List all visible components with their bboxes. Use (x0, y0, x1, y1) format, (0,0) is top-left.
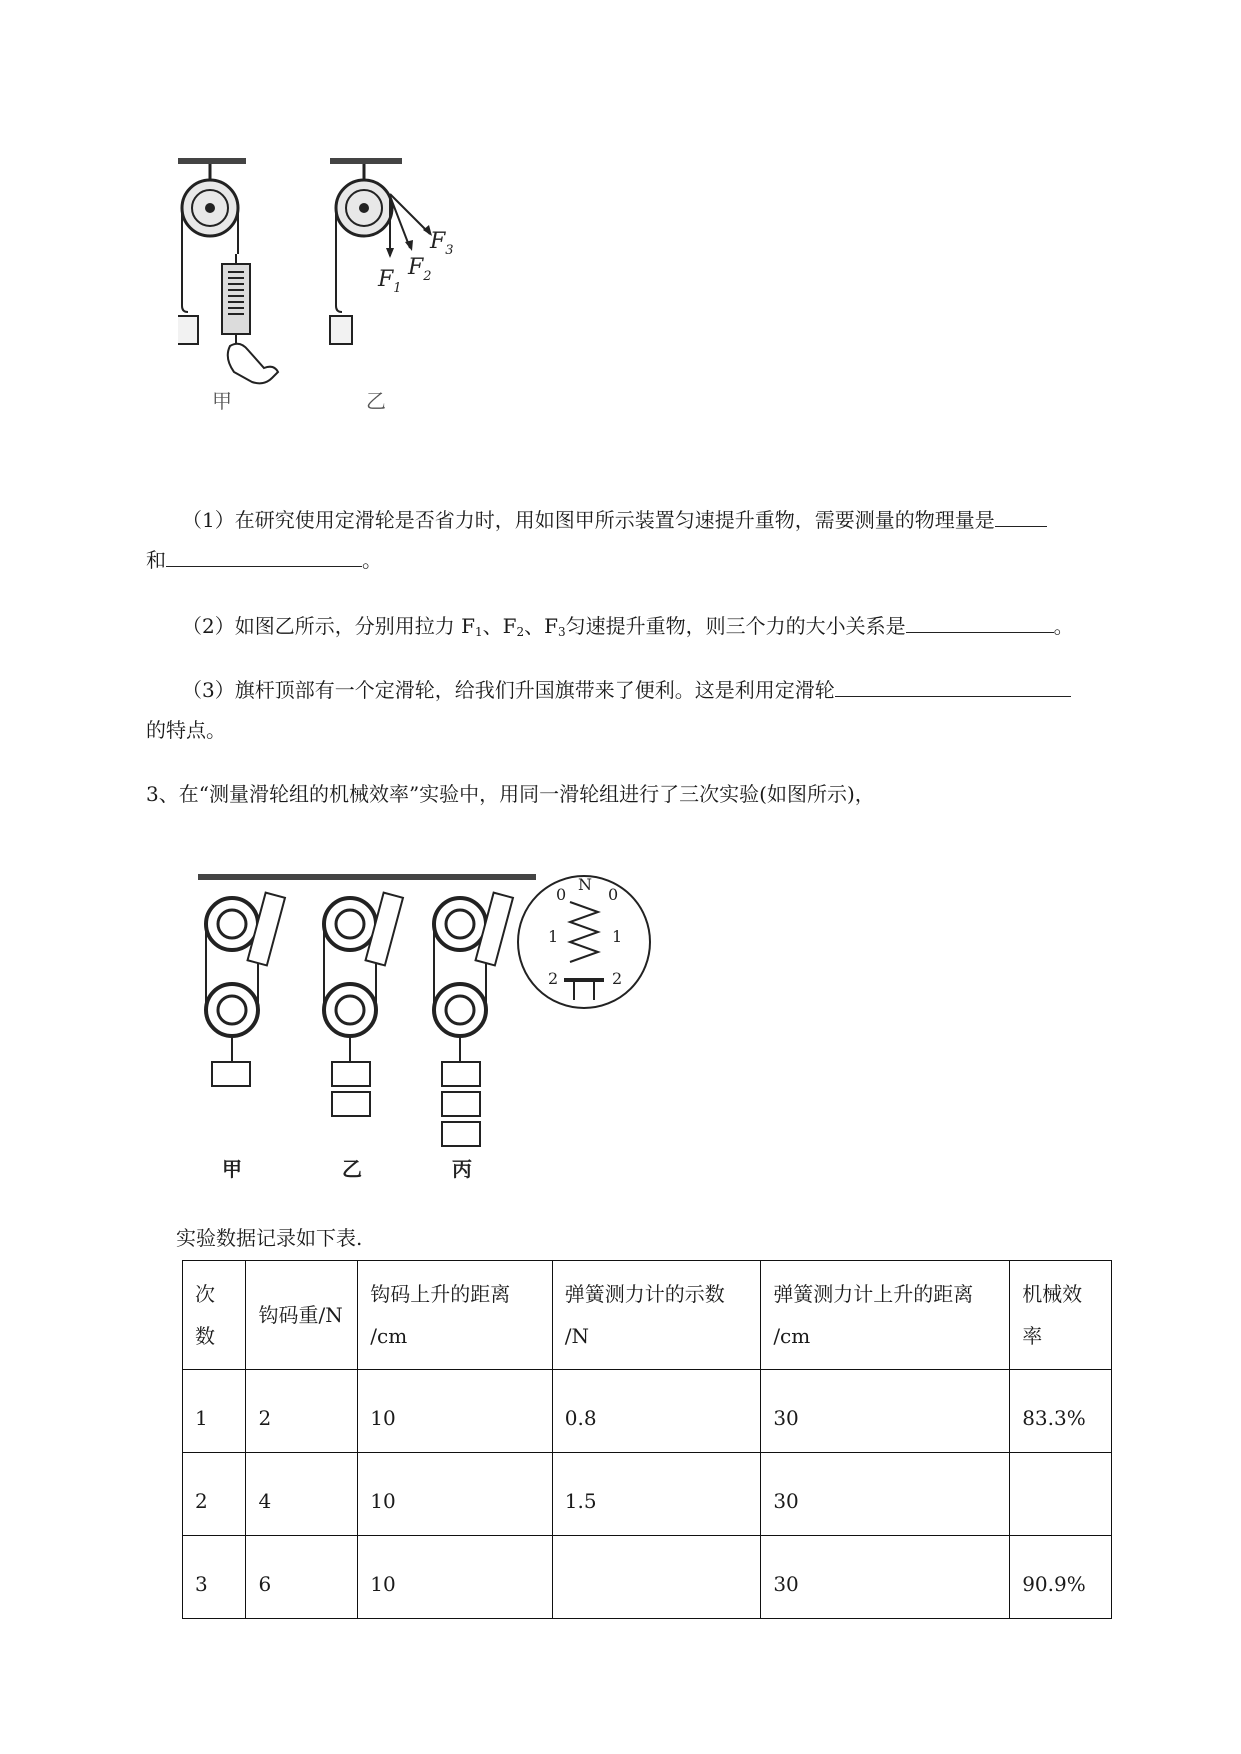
header-scale-distance: 弹簧测力计上升的距离 (773, 1282, 974, 1306)
f2-subscript: 2 (516, 625, 525, 639)
scale-right-2: 2 (612, 969, 623, 988)
header-count: 次数 (195, 1282, 215, 1348)
answer-blank-1b[interactable] (166, 542, 362, 567)
header-lift-distance: 钩码上升的距离 (370, 1282, 511, 1306)
force-f2-label: $F_2$ (408, 255, 432, 284)
table-cell: 6 (246, 1536, 358, 1619)
scale-right-0: 0 (608, 885, 619, 904)
spring-balance (222, 264, 250, 334)
question-2-text-b: 匀速提升重物，则三个力的大小关系是 (565, 614, 906, 638)
question-1-and: 和 (146, 548, 166, 572)
header-cell (761, 1261, 1010, 1370)
table-cell: 0.8 (552, 1370, 761, 1453)
header-efficiency: 机械效 (1022, 1282, 1083, 1306)
table-cell: 90.9% (1010, 1536, 1112, 1619)
table-cell: 2 (183, 1453, 246, 1536)
table-cell: 10 (358, 1370, 552, 1453)
question-2-text: （2）如图乙所示，分别用拉力 F (182, 614, 475, 638)
table-caption: 实验数据记录如下表. (176, 1226, 363, 1250)
table-cell: 4 (246, 1453, 358, 1536)
pulley-block-jia (198, 874, 318, 1180)
label-jia: 甲 (212, 389, 232, 413)
fixed-pulley-figure (178, 158, 508, 458)
table-cell: 1 (183, 1370, 246, 1453)
hand-icon (228, 344, 278, 384)
scale-right-1: 1 (612, 927, 623, 946)
label-yi: 乙 (366, 389, 386, 413)
pulley-block-figure (192, 840, 702, 1180)
answer-blank-3[interactable] (835, 672, 1071, 697)
scale-unit: N (578, 875, 592, 894)
table-cell: 30 (761, 1453, 1010, 1536)
table-header-row (183, 1261, 1112, 1370)
question-3 (146, 670, 1156, 750)
label-bing: 丙 (452, 1157, 472, 1180)
data-table (182, 1260, 1112, 1619)
table-cell-empty[interactable] (552, 1536, 761, 1619)
table-cell: 3 (183, 1536, 246, 1619)
label-yi-2: 乙 (342, 1157, 362, 1180)
header-lift-distance-unit: /cm (370, 1324, 408, 1348)
question-3-text: （3）旗杆顶部有一个定滑轮，给我们升国旗带来了便利。这是利用定滑轮 (182, 678, 835, 702)
answer-blank-2[interactable] (906, 608, 1054, 633)
question-2-sep-2: 、F (524, 614, 559, 638)
pulley-block-bing (426, 874, 536, 1180)
scale-left-1: 1 (548, 927, 559, 946)
weight-yi (330, 316, 352, 344)
f1-subscript: 1 (474, 625, 483, 639)
table-cell: 30 (761, 1370, 1010, 1453)
question-2-sep-1: 、F (482, 614, 517, 638)
question-3-tail: 的特点。 (146, 718, 226, 742)
header-cell (552, 1261, 761, 1370)
question-1-text: （1）在研究使用定滑轮是否省力时，用如图甲所示装置匀速提升重物，需要测量的物理量是 (182, 508, 995, 532)
header-scale-reading: 弹簧测力计的示数 (564, 1282, 725, 1306)
table-cell: 10 (358, 1536, 552, 1619)
item-3-intro: 3、在“测量滑轮组的机械效率”实验中，用同一滑轮组进行了三次实验(如图所示)， (146, 782, 875, 806)
header-scale-distance-unit: /cm (773, 1324, 811, 1348)
table-cell: 1.5 (552, 1453, 761, 1536)
force-f3-label: $F_3$ (430, 229, 454, 258)
header-scale-reading-unit: /N (564, 1324, 589, 1348)
table-cell: 2 (246, 1370, 358, 1453)
table-cell: 83.3% (1010, 1370, 1112, 1453)
ceiling-jia (178, 158, 246, 164)
table-cell: 30 (761, 1536, 1010, 1619)
table-row (183, 1536, 1112, 1619)
spring-scale-magnified (518, 875, 650, 1008)
pulley-block-yi (316, 874, 436, 1180)
scale-left-2: 2 (548, 969, 559, 988)
weight-jia (178, 316, 198, 344)
header-cell (358, 1261, 552, 1370)
force-f1-label: $F_1$ (378, 267, 402, 296)
question-2-end: 。 (1053, 614, 1074, 638)
header-cell (183, 1261, 246, 1370)
table-row (183, 1453, 1112, 1536)
ceiling-yi (330, 158, 402, 164)
table-cell: 10 (358, 1453, 552, 1536)
header-efficiency-2: 率 (1022, 1324, 1043, 1348)
answer-blank-1a[interactable] (995, 502, 1047, 527)
header-cell (246, 1261, 358, 1370)
question-2 (146, 606, 1156, 652)
header-cell (1010, 1261, 1112, 1370)
table-cell-empty[interactable] (1010, 1453, 1112, 1536)
scale-left-0: 0 (556, 885, 567, 904)
label-jia-2: 甲 (222, 1157, 242, 1180)
f3-subscript: 3 (558, 625, 566, 639)
question-1 (146, 500, 1156, 580)
question-1-end: 。 (362, 548, 382, 572)
table-row (183, 1370, 1112, 1453)
header-weight: 钩码重/N (258, 1303, 343, 1327)
